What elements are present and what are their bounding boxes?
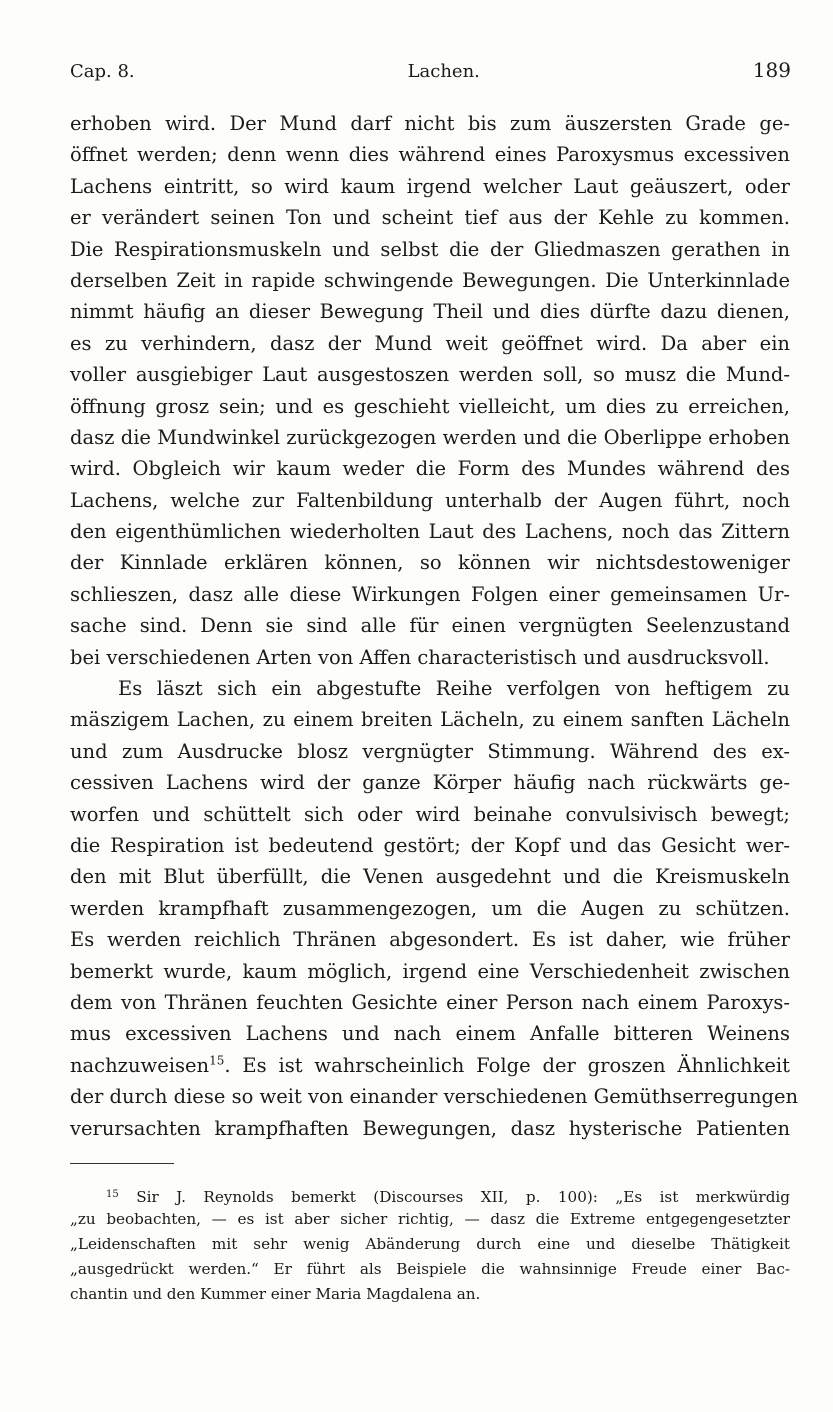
text-line: Lachens, welche zur Faltenbildung unterhalb der Augen führt, noch xyxy=(70,488,790,512)
text-line: derselben Zeit in rapide schwingende Bewegungen. Die Unterkinnlade xyxy=(70,268,790,292)
text-line-with-footnote-ref xyxy=(70,1050,790,1081)
text-line: worfen und schüttelt sich oder wird beinahe convulsivisch bewegt; xyxy=(70,802,790,826)
footnote-marker: 15 xyxy=(106,1189,119,1200)
running-title: Lachen. xyxy=(407,61,480,82)
chapter-label: Cap. 8. xyxy=(70,61,135,82)
text-line: schlieszen, dasz alle diese Wirkungen Folgen einer gemeinsamen Ur- xyxy=(70,582,790,606)
text-line: Die Respirationsmuskeln und selbst die der Gliedmaszen gerathen in xyxy=(70,237,790,261)
footnote-line: „zu beobachten, — es ist aber sicher richtig, — dasz die Extreme entgegengesetzter xyxy=(70,1210,790,1228)
text-line: und zum Ausdrucke blosz vergnügter Stimmung. Während des ex- xyxy=(70,739,790,763)
text-segment: nachzuweisen xyxy=(70,1053,210,1077)
text-line: bei verschiedenen Arten von Affen characteristisch und ausdrucksvoll. xyxy=(70,645,770,669)
text-line: cessiven Lachens wird der ganze Körper häufig nach rückwärts ge- xyxy=(70,771,790,795)
text-line: dem von Thränen feuchten Gesichte einer Person nach einem Paroxys- xyxy=(70,990,790,1014)
text-line: nimmt häufig an dieser Bewegung Theil und dies dürfte dazu dienen, xyxy=(70,300,790,324)
text-line: der durch diese so weit von einander verschiedenen Gemüthserregungen xyxy=(70,1085,799,1109)
footnote-line xyxy=(70,1182,790,1207)
page-number: 189 xyxy=(752,58,791,82)
footnote-line: „Leidenschaften mit sehr wenig Abänderung durch eine und dieselbe Thätigkeit xyxy=(70,1235,790,1253)
footnote-reference[interactable]: 15 xyxy=(209,1053,225,1068)
text-line: öffnung grosz sein; und es geschieht vielleicht, um dies zu erreichen, xyxy=(70,394,790,418)
text-line: wird. Obgleich wir kaum weder die Form des Mundes während des xyxy=(70,457,790,481)
text-line: sache sind. Denn sie sind alle für einen vergnügten Seelenzustand xyxy=(70,614,790,638)
text-line: Lachens eintritt, so wird kaum irgend welcher Laut geäuszert, oder xyxy=(70,174,790,198)
text-line: dasz die Mundwinkel zurückgezogen werden und die Oberlippe erhoben xyxy=(70,425,790,449)
footnote-line: chantin und den Kummer einer Maria Magdalena an. xyxy=(70,1285,481,1303)
text-line: der Kinnlade erklären können, so können wir nichtsdestoweniger xyxy=(70,551,790,575)
text-line: öffnet werden; denn wenn dies während eines Paroxysmus excessiven xyxy=(70,143,790,167)
footnote-divider xyxy=(70,1163,174,1164)
text-line: werden krampfhaft zusammengezogen, um die Augen zu schützen. xyxy=(70,896,790,920)
text-line: bemerkt wurde, kaum möglich, irgend eine Verschiedenheit zwischen xyxy=(70,959,790,983)
text-line: Es läszt sich ein abgestufte Reihe verfolgen von heftigem zu xyxy=(118,677,790,701)
footnote xyxy=(70,1182,790,1307)
text-line: erhoben wird. Der Mund darf nicht bis zum äuszersten Grade ge- xyxy=(70,112,790,135)
footnote-line: „ausgedrückt werden.“ Er führt als Beispiele die wahnsinnige Freude einer Bac- xyxy=(70,1260,790,1278)
text-line: voller ausgiebiger Laut ausgestoszen werden soll, so musz die Mund- xyxy=(70,363,790,387)
text-line: den mit Blut überfüllt, die Venen ausgedehnt und die Kreismuskeln xyxy=(70,865,790,889)
text-segment: Sir J. Reynolds bemerkt (Discourses XII, p. 100): „Es ist merkwürdig xyxy=(136,1188,790,1206)
text-line: die Respiration ist bedeutend gestört; der Kopf und das Gesicht wer- xyxy=(70,833,790,857)
text-line: verursachten krampfhaften Bewegungen, dasz hysterische Patienten xyxy=(70,1116,790,1140)
text-line: den eigenthümlichen wiederholten Laut des Lachens, noch das Zittern xyxy=(70,520,790,544)
running-header xyxy=(70,58,791,88)
text-line: es zu verhindern, dasz der Mund weit geöffnet wird. Da aber ein xyxy=(70,331,790,355)
text-line: er verändert seinen Ton und scheint tief aus der Kehle zu kommen. xyxy=(70,206,790,230)
text-line: Es werden reichlich Thränen abgesondert. Es ist daher, wie früher xyxy=(70,928,790,952)
body-text xyxy=(70,108,799,1144)
text-segment: . Es ist wahrscheinlich Folge der groszen Ähnlichkeit xyxy=(224,1053,790,1077)
text-line: mus excessiven Lachens und nach einem Anfalle bitteren Weinens xyxy=(70,1022,790,1046)
text-line: mäszigem Lachen, zu einem breiten Lächeln, zu einem sanften Lächeln xyxy=(70,708,790,732)
